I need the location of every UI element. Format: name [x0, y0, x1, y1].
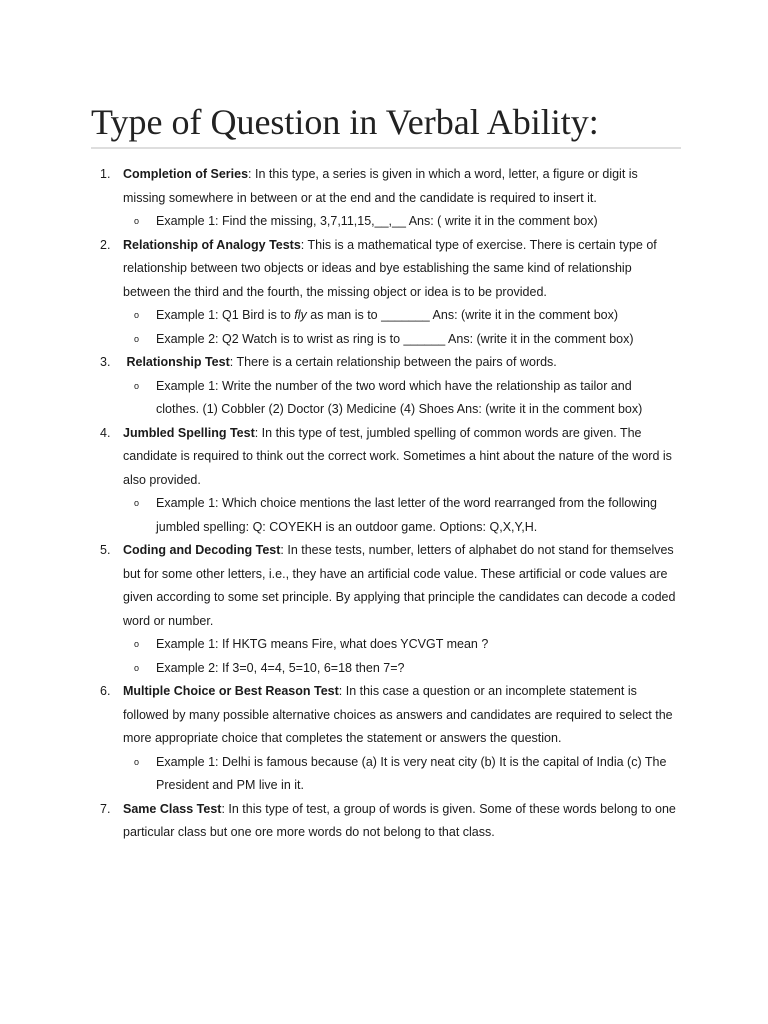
item-number: 5. — [100, 543, 111, 557]
item-number: 4. — [100, 425, 111, 440]
example-item — [0, 751, 677, 798]
example-item — [0, 492, 677, 539]
list-item — [0, 234, 677, 305]
example-text: Example 1: Which choice mentions the last letter of the word rearranged from the following jumbled spelling: Q: COYEKH is an outdoor game. Options: Q,X,Y,H. — [156, 496, 657, 534]
item-description: : In these tests, number, letters of alphabet do not stand for themselves but for some other letters, i.e., they have an artificial code value. These artificial or code values are given according to some set principle. By applying that principle the candidates can decode a coded word or number. — [123, 543, 676, 628]
list-item — [0, 422, 677, 493]
item-description: : There is a certain relationship between the pairs of words. — [229, 355, 557, 369]
example-text-post: as man is to _______ Ans: (write it in the comment box) — [306, 308, 619, 322]
bullet-icon: o — [134, 662, 140, 673]
example-item — [0, 633, 677, 657]
bullet-icon: o — [134, 498, 140, 508]
example-text: Example 1: If HKTG means Fire, what does YCVGT mean ? — [156, 637, 489, 651]
item-term: Completion of Series — [123, 167, 249, 181]
bullet-icon: o — [134, 216, 140, 226]
bullet-icon: o — [134, 756, 140, 767]
item-number: 1. — [100, 167, 111, 181]
item-term: Relationship Test — [126, 355, 230, 369]
page-title: Type of Question in Verbal Ability: — [91, 102, 599, 142]
example-text: Example 2: Q2 Watch is to wrist as ring is to ______ Ans: (write it in the comment box) — [156, 331, 634, 346]
example-item — [0, 210, 677, 234]
item-number: 2. — [100, 237, 111, 252]
example-text: Example 2: If 3=0, 4=4, 5=10, 6=18 then 7=? — [156, 660, 405, 675]
example-item — [0, 657, 677, 681]
example-text-pre: Example 1: Q1 Bird is to — [156, 308, 295, 322]
example-text: Example 1: Write the number of the two word which have the relationship as tailor and clothes. (1) Cobbler (2) Doctor (3) Medicine (4) Shoes Ans: (write it in the comment box) — [156, 378, 643, 416]
item-number: 3. — [100, 355, 111, 369]
question-type-list — [0, 163, 768, 845]
title-divider — [91, 147, 681, 149]
item-term: Relationship of Analogy Tests — [123, 237, 301, 252]
list-item — [0, 351, 677, 375]
item-description: : In this type of test, jumbled spelling of common words are given. The candidate is required to think out the correct work. Sometimes a hint about the nature of the word is also provided. — [123, 425, 672, 487]
example-item — [0, 375, 677, 422]
list-item — [0, 539, 677, 633]
example-item — [0, 328, 677, 352]
bullet-icon: o — [134, 380, 140, 391]
item-number: 6. — [100, 684, 111, 698]
item-term: Jumbled Spelling Test — [123, 425, 255, 440]
item-description: : In this type, a series is given in which a word, letter, a figure or digit is missing somewhere in between or at the end and the candidate is required to insert it. — [123, 167, 638, 205]
bullet-icon: o — [134, 333, 140, 344]
item-term: Multiple Choice or Best Reason Test — [123, 684, 339, 698]
item-description: : In this type of test, a group of words is given. Some of these words belong to one particular class but one ore more words do not belong to that class. — [123, 801, 676, 839]
item-description: : This is a mathematical type of exercise. There is certain type of relationship between two objects or ideas and bye establishing the same kind of relationship between the third and the fourth, the missing object or idea is to be provided. — [123, 237, 657, 299]
item-term: Same Class Test — [123, 801, 222, 816]
list-item — [0, 798, 677, 845]
bullet-icon: o — [134, 310, 140, 320]
list-item — [0, 680, 677, 751]
item-term: Coding and Decoding Test — [123, 543, 281, 557]
example-text: Example 1: Find the missing, 3,7,11,15,__,__ Ans: ( write it in the comment box) — [156, 214, 598, 228]
item-description: : In this case a question or an incomplete statement is followed by many possible alternative choices as answers and candidates are required to select the more appropriate choice that completes the statement or answers the question. — [123, 684, 673, 745]
example-item — [0, 304, 677, 328]
list-item — [0, 163, 677, 210]
example-emphasis: fly — [294, 308, 307, 322]
example-text: Example 1: Delhi is famous because (a) It is very neat city (b) It is the capital of India (c) The President and PM live in it. — [156, 754, 667, 792]
item-number: 7. — [100, 801, 111, 816]
bullet-icon: o — [134, 639, 140, 649]
